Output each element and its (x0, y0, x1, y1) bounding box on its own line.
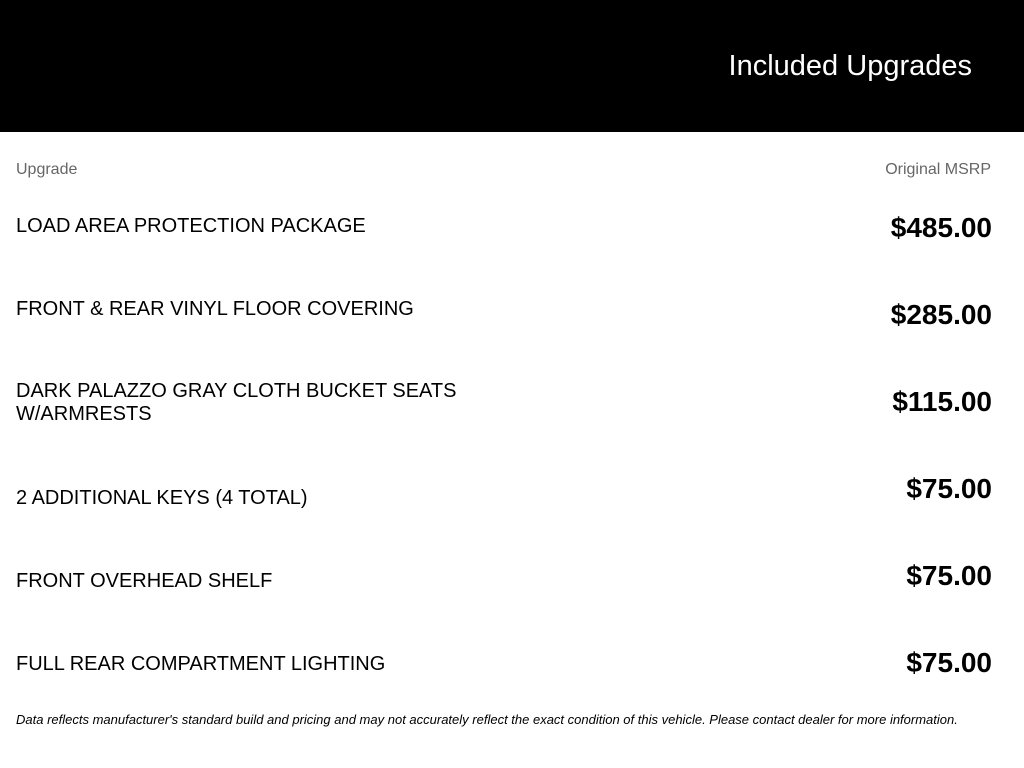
header-bar (0, 0, 1024, 132)
upgrade-name: DARK PALAZZO GRAY CLOTH BUCKET SEATS W/ARMRESTS (16, 380, 457, 425)
upgrade-price: $75.00 (906, 560, 992, 591)
column-header-msrp: Original MSRP (885, 161, 991, 178)
upgrade-name: FRONT & REAR VINYL FLOOR COVERING (16, 298, 414, 320)
table-row (16, 380, 992, 466)
upgrade-name: FRONT OVERHEAD SHELF (16, 570, 273, 592)
upgrade-price: $75.00 (906, 647, 992, 678)
table-row (16, 560, 992, 640)
upgrade-name: FULL REAR COMPARTMENT LIGHTING (16, 653, 386, 675)
upgrade-name: 2 ADDITIONAL KEYS (4 TOTAL) (16, 487, 308, 509)
disclaimer-text: Data reflects manufacturer's standard build and pricing and may not accurately reflect the exact condition of this vehicle. Please contact dealer for more information. (16, 712, 958, 727)
upgrade-price: $115.00 (892, 386, 992, 417)
table-row (16, 212, 992, 292)
upgrade-price: $75.00 (906, 473, 992, 504)
page-title: Included Upgrades (728, 50, 972, 82)
upgrade-price: $285.00 (890, 299, 992, 330)
upgrade-name: LOAD AREA PROTECTION PACKAGE (16, 215, 366, 237)
upgrade-price: $485.00 (890, 212, 992, 243)
table-row (16, 299, 992, 379)
column-header-upgrade: Upgrade (16, 161, 78, 178)
table-row (16, 473, 992, 553)
